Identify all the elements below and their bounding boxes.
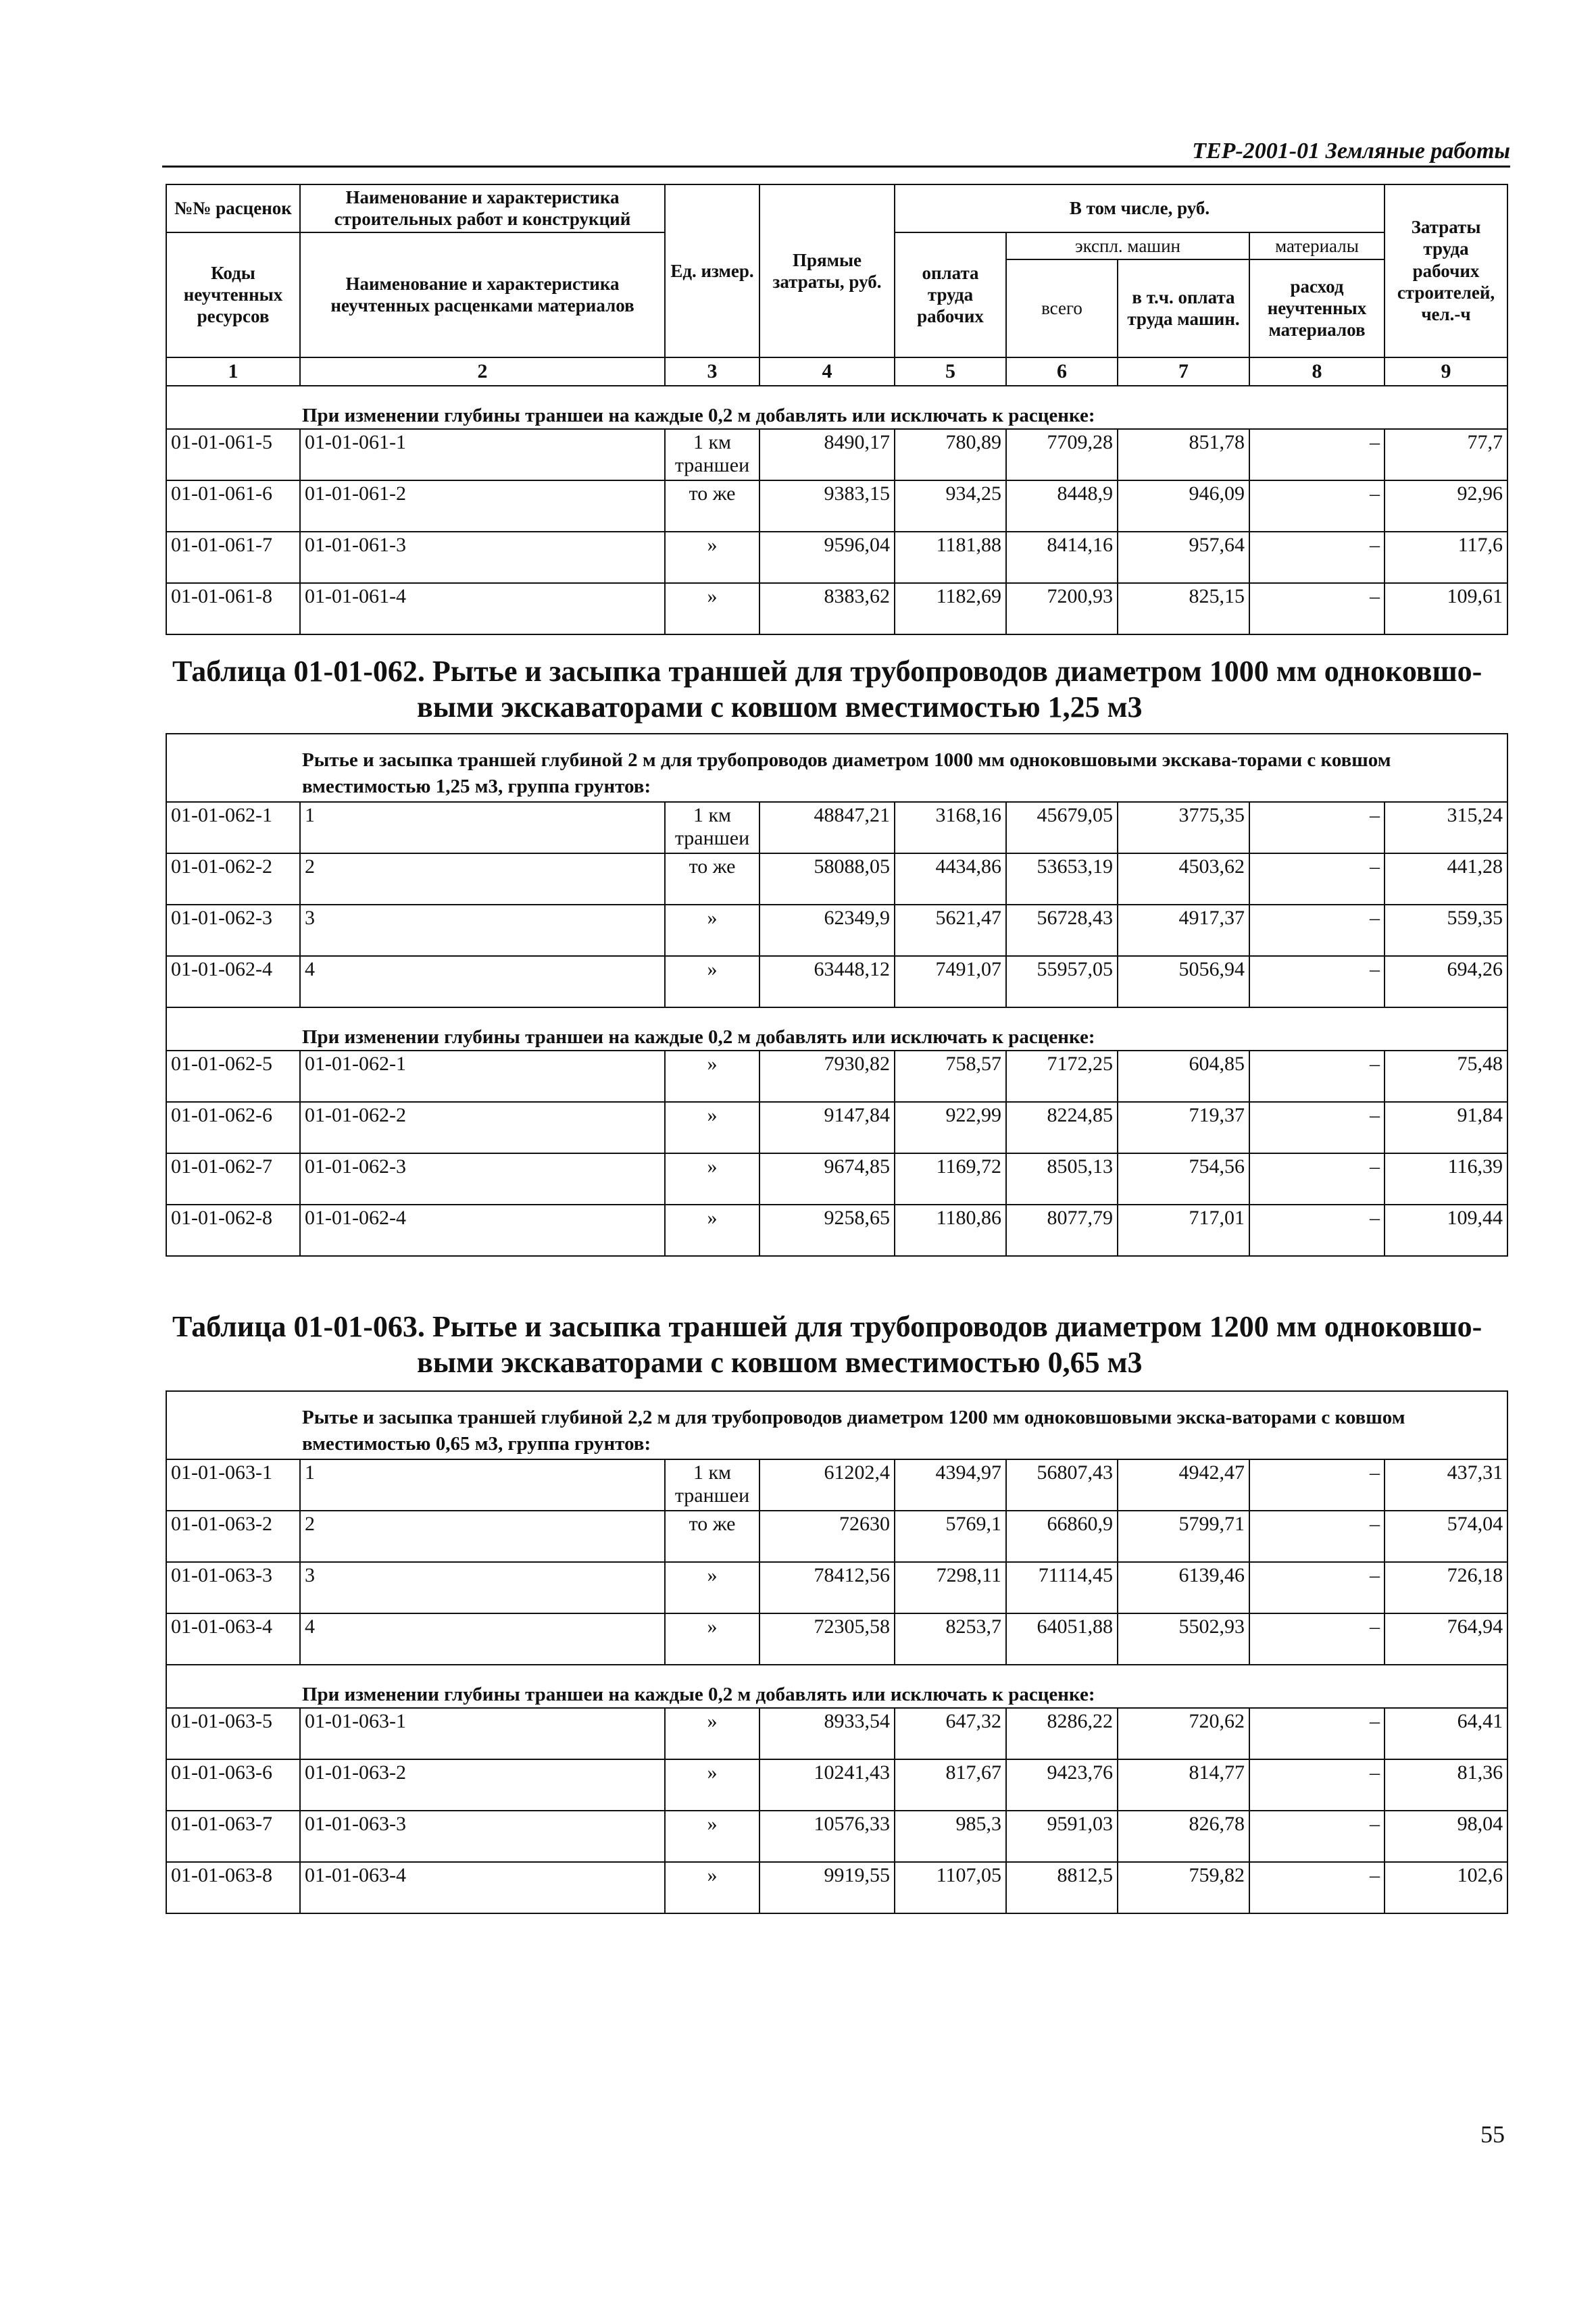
cell-mach: 56728,43 [1006, 905, 1118, 956]
cell-labor: 4394,97 [895, 1459, 1006, 1511]
cell-hours: 315,24 [1385, 802, 1507, 853]
table-063-title [172, 1309, 1510, 1381]
cell-name: 01-01-061-3 [300, 532, 665, 583]
cell-machlab: 851,78 [1118, 429, 1249, 480]
cell-name: 01-01-061-4 [300, 583, 665, 634]
cell-machlab: 5056,94 [1118, 956, 1249, 1007]
cell-name: 3 [300, 905, 665, 956]
cell-machlab: 719,37 [1118, 1102, 1249, 1153]
cell-machlab: 814,77 [1118, 1759, 1249, 1811]
cell-code: 01-01-063-8 [166, 1862, 300, 1913]
cell-unit: » [665, 905, 759, 956]
cell-direct: 8383,62 [759, 583, 895, 634]
cell-labor: 4434,86 [895, 853, 1006, 905]
table-062-section: Рытье и засыпка траншей глубиной 2 м для трубопроводов диаметром 1000 мм одноковшовыми экскава-торами с ковшом вместимостью 1,25 м3, группа грунтов: [166, 734, 1507, 802]
cell-code: 01-01-061-5 [166, 429, 300, 480]
table-062-title-line2: выми экскаваторами с ковшом вместимостью 1,25 м3 [417, 690, 1143, 724]
col-rates-header: №№ расценок [166, 184, 300, 232]
table-row [166, 532, 1507, 583]
cell-mach: 45679,05 [1006, 802, 1118, 853]
table-row [166, 956, 1507, 1007]
cell-mach: 55957,05 [1006, 956, 1118, 1007]
cell-mat: – [1249, 1205, 1385, 1256]
page-header [162, 139, 1510, 168]
cell-mat: – [1249, 905, 1385, 956]
cell-mat: – [1249, 1511, 1385, 1562]
cell-name: 1 [300, 1459, 665, 1511]
col-num-8: 8 [1249, 357, 1385, 386]
col-materials-header: материалы [1249, 232, 1385, 259]
cell-mat: – [1249, 532, 1385, 583]
table-062-title-line1: Таблица 01-01-062. Рытье и засыпка траншей для трубопроводов диаметром 1000 мм одноковшо- [172, 655, 1482, 688]
cell-unit: то же [665, 480, 759, 532]
cell-direct: 9258,65 [759, 1205, 895, 1256]
cell-code: 01-01-062-4 [166, 956, 300, 1007]
cell-unit: » [665, 1862, 759, 1913]
rates-table-063 [166, 1390, 1508, 1914]
cell-unit: то же [665, 853, 759, 905]
cell-unit: » [665, 1613, 759, 1665]
table-row [166, 1862, 1507, 1913]
cell-labor: 1181,88 [895, 532, 1006, 583]
cell-direct: 72305,58 [759, 1613, 895, 1665]
cell-mach: 56807,43 [1006, 1459, 1118, 1511]
cell-mach: 9591,03 [1006, 1811, 1118, 1862]
cell-machlab: 6139,46 [1118, 1562, 1249, 1613]
depth-note: При изменении глубины траншеи на каждые 0,2 м добавлять или исключать к расценке: [166, 1007, 1507, 1051]
cell-mach: 8505,13 [1006, 1153, 1118, 1205]
cell-code: 01-01-062-1 [166, 802, 300, 853]
cell-machlab: 3775,35 [1118, 802, 1249, 853]
col-direct-costs-header: Прямые затраты, руб. [759, 184, 895, 357]
cell-mat: – [1249, 1759, 1385, 1811]
cell-code: 01-01-063-7 [166, 1811, 300, 1862]
cell-unit: » [665, 1051, 759, 1102]
cell-machlab: 604,85 [1118, 1051, 1249, 1102]
cell-labor: 647,32 [895, 1708, 1006, 1759]
cell-mat: – [1249, 1459, 1385, 1511]
cell-direct: 9383,15 [759, 480, 895, 532]
col-total-header: всего [1006, 259, 1118, 357]
cell-hours: 559,35 [1385, 905, 1507, 956]
table-row [166, 1811, 1507, 1862]
cell-name: 01-01-062-4 [300, 1205, 665, 1256]
table-row [166, 802, 1507, 853]
col-machines-header: экспл. машин [1006, 232, 1249, 259]
cell-mat: – [1249, 1102, 1385, 1153]
cell-unit: » [665, 583, 759, 634]
cell-code: 01-01-063-6 [166, 1759, 300, 1811]
col-num-5: 5 [895, 357, 1006, 386]
cell-mat: – [1249, 802, 1385, 853]
cell-machlab: 720,62 [1118, 1708, 1249, 1759]
col-num-4: 4 [759, 357, 895, 386]
cell-hours: 437,31 [1385, 1459, 1507, 1511]
cell-machlab: 5799,71 [1118, 1511, 1249, 1562]
cell-code: 01-01-062-2 [166, 853, 300, 905]
col-resource-codes-header: Коды неучтенных ресурсов [166, 232, 300, 357]
cell-direct: 10576,33 [759, 1811, 895, 1862]
cell-hours: 694,26 [1385, 956, 1507, 1007]
cell-name: 01-01-063-4 [300, 1862, 665, 1913]
col-including-header: В том числе, руб. [895, 184, 1385, 232]
cell-mach: 8414,16 [1006, 532, 1118, 583]
table-row [166, 1205, 1507, 1256]
cell-unit: » [665, 1708, 759, 1759]
col-materials-name-header: Наименование и характеристика неучтенных расценками материалов [300, 232, 665, 357]
cell-name: 2 [300, 1511, 665, 1562]
table-row [166, 1613, 1507, 1665]
table-row [166, 1511, 1507, 1562]
cell-mach: 9423,76 [1006, 1759, 1118, 1811]
cell-mach: 8077,79 [1006, 1205, 1118, 1256]
cell-code: 01-01-063-1 [166, 1459, 300, 1511]
cell-labor: 7298,11 [895, 1562, 1006, 1613]
cell-labor: 1107,05 [895, 1862, 1006, 1913]
cell-code: 01-01-062-6 [166, 1102, 300, 1153]
cell-unit: » [665, 1153, 759, 1205]
cell-direct: 9596,04 [759, 532, 895, 583]
cell-name: 3 [300, 1562, 665, 1613]
depth-note: При изменении глубины траншеи на каждые 0,2 м добавлять или исключать к расценке: [166, 1665, 1507, 1708]
cell-hours: 117,6 [1385, 532, 1507, 583]
cell-mach: 8224,85 [1006, 1102, 1118, 1153]
cell-direct: 8933,54 [759, 1708, 895, 1759]
cell-mat: – [1249, 853, 1385, 905]
cell-code: 01-01-062-3 [166, 905, 300, 956]
cell-hours: 102,6 [1385, 1862, 1507, 1913]
cell-mat: – [1249, 1613, 1385, 1665]
cell-direct: 9147,84 [759, 1102, 895, 1153]
cell-code: 01-01-062-5 [166, 1051, 300, 1102]
table-row [166, 1562, 1507, 1613]
cell-name: 01-01-061-1 [300, 429, 665, 480]
cell-machlab: 4917,37 [1118, 905, 1249, 956]
table-row [166, 429, 1507, 480]
table-row [166, 480, 1507, 532]
cell-code: 01-01-061-6 [166, 480, 300, 532]
cell-hours: 64,41 [1385, 1708, 1507, 1759]
cell-mach: 66860,9 [1006, 1511, 1118, 1562]
cell-labor: 780,89 [895, 429, 1006, 480]
cell-mat: – [1249, 1051, 1385, 1102]
cell-name: 1 [300, 802, 665, 853]
cell-labor: 3168,16 [895, 802, 1006, 853]
depth-note: При изменении глубины траншеи на каждые 0,2 м добавлять или исключать к расценке: [166, 386, 1507, 429]
cell-mat: – [1249, 1708, 1385, 1759]
cell-hours: 75,48 [1385, 1051, 1507, 1102]
table-063-title-line1: Таблица 01-01-063. Рытье и засыпка траншей для трубопроводов диаметром 1200 мм одноковшо- [172, 1310, 1482, 1343]
cell-mach: 64051,88 [1006, 1613, 1118, 1665]
cell-unit: » [665, 956, 759, 1007]
cell-mat: – [1249, 480, 1385, 532]
cell-name: 2 [300, 853, 665, 905]
cell-name: 01-01-062-1 [300, 1051, 665, 1102]
cell-hours: 98,04 [1385, 1811, 1507, 1862]
cell-unit: » [665, 1562, 759, 1613]
cell-unit: 1 км траншеи [665, 429, 759, 480]
cell-machlab: 5502,93 [1118, 1613, 1249, 1665]
cell-labor: 985,3 [895, 1811, 1006, 1862]
cell-direct: 9919,55 [759, 1862, 895, 1913]
cell-unit: 1 км траншеи [665, 1459, 759, 1511]
table-row [166, 1051, 1507, 1102]
cell-hours: 441,28 [1385, 853, 1507, 905]
header-text: ТЕР-2001-01 Земляные работы [1192, 139, 1510, 164]
cell-labor: 1180,86 [895, 1205, 1006, 1256]
cell-labor: 922,99 [895, 1102, 1006, 1153]
cell-unit: » [665, 1759, 759, 1811]
cell-hours: 109,61 [1385, 583, 1507, 634]
cell-code: 01-01-062-7 [166, 1153, 300, 1205]
table-row [166, 1759, 1507, 1811]
cell-labor: 7491,07 [895, 956, 1006, 1007]
cell-code: 01-01-061-8 [166, 583, 300, 634]
cell-mach: 53653,19 [1006, 853, 1118, 905]
cell-labor: 758,57 [895, 1051, 1006, 1102]
cell-name: 01-01-061-2 [300, 480, 665, 532]
cell-code: 01-01-062-8 [166, 1205, 300, 1256]
table-063-section: Рытье и засыпка траншей глубиной 2,2 м для трубопроводов диаметром 1200 мм одноковшовыми экска-ваторами с ковшом вместимостью 0,65 м3, группа грунтов: [166, 1391, 1507, 1459]
cell-hours: 81,36 [1385, 1759, 1507, 1811]
cell-code: 01-01-063-3 [166, 1562, 300, 1613]
cell-machlab: 825,15 [1118, 583, 1249, 634]
table-row [166, 853, 1507, 905]
col-num-3: 3 [665, 357, 759, 386]
cell-machlab: 946,09 [1118, 480, 1249, 532]
cell-direct: 8490,17 [759, 429, 895, 480]
cell-code: 01-01-063-2 [166, 1511, 300, 1562]
cell-hours: 91,84 [1385, 1102, 1507, 1153]
col-unit-header: Ед. измер. [665, 184, 759, 357]
cell-labor: 8253,7 [895, 1613, 1006, 1665]
col-num-6: 6 [1006, 357, 1118, 386]
cell-unit: » [665, 1811, 759, 1862]
col-machinists-pay-header: в т.ч. оплата труда машин. [1118, 259, 1249, 357]
cell-hours: 726,18 [1385, 1562, 1507, 1613]
cell-machlab: 4503,62 [1118, 853, 1249, 905]
col-labor-cost-header: Затраты труда рабочих строителей, чел.-ч [1385, 184, 1507, 357]
col-labor-pay-header: оплата труда рабочих [895, 232, 1006, 357]
cell-direct: 78412,56 [759, 1562, 895, 1613]
table-row [166, 583, 1507, 634]
cell-mach: 7200,93 [1006, 583, 1118, 634]
cell-mat: – [1249, 956, 1385, 1007]
cell-machlab: 717,01 [1118, 1205, 1249, 1256]
col-num-2: 2 [300, 357, 665, 386]
cell-hours: 92,96 [1385, 480, 1507, 532]
cell-direct: 58088,05 [759, 853, 895, 905]
table-row [166, 905, 1507, 956]
cell-hours: 574,04 [1385, 1511, 1507, 1562]
cell-name: 4 [300, 1613, 665, 1665]
cell-unit: 1 км траншеи [665, 802, 759, 853]
cell-direct: 48847,21 [759, 802, 895, 853]
cell-code: 01-01-063-5 [166, 1708, 300, 1759]
cell-name: 01-01-062-2 [300, 1102, 665, 1153]
cell-mach: 7709,28 [1006, 429, 1118, 480]
rates-table-061 [166, 184, 1508, 635]
cell-unit: » [665, 1102, 759, 1153]
cell-mat: – [1249, 1862, 1385, 1913]
cell-name: 01-01-062-3 [300, 1153, 665, 1205]
col-num-7: 7 [1118, 357, 1249, 386]
cell-mat: – [1249, 429, 1385, 480]
cell-mach: 8448,9 [1006, 480, 1118, 532]
cell-machlab: 4942,47 [1118, 1459, 1249, 1511]
cell-name: 01-01-063-2 [300, 1759, 665, 1811]
cell-mach: 7172,25 [1006, 1051, 1118, 1102]
cell-direct: 63448,12 [759, 956, 895, 1007]
cell-unit: » [665, 532, 759, 583]
cell-direct: 72630 [759, 1511, 895, 1562]
cell-direct: 62349,9 [759, 905, 895, 956]
cell-direct: 7930,82 [759, 1051, 895, 1102]
cell-code: 01-01-061-7 [166, 532, 300, 583]
table-063-title-line2: выми экскаваторами с ковшом вместимостью 0,65 м3 [417, 1345, 1143, 1379]
cell-direct: 61202,4 [759, 1459, 895, 1511]
cell-mat: – [1249, 1153, 1385, 1205]
table-row [166, 1153, 1507, 1205]
cell-labor: 817,67 [895, 1759, 1006, 1811]
cell-direct: 9674,85 [759, 1153, 895, 1205]
cell-name: 01-01-063-3 [300, 1811, 665, 1862]
cell-unit: » [665, 1205, 759, 1256]
cell-name: 4 [300, 956, 665, 1007]
cell-mat: – [1249, 583, 1385, 634]
cell-hours: 109,44 [1385, 1205, 1507, 1256]
cell-name: 01-01-063-1 [300, 1708, 665, 1759]
table-row [166, 1708, 1507, 1759]
cell-code: 01-01-063-4 [166, 1613, 300, 1665]
table-062-title [172, 654, 1510, 726]
cell-machlab: 759,82 [1118, 1862, 1249, 1913]
cell-mat: – [1249, 1562, 1385, 1613]
cell-machlab: 826,78 [1118, 1811, 1249, 1862]
cell-mat: – [1249, 1811, 1385, 1862]
cell-machlab: 754,56 [1118, 1153, 1249, 1205]
col-work-name-header: Наименование и характеристика строительных работ и конструкций [300, 184, 665, 232]
cell-labor: 1182,69 [895, 583, 1006, 634]
col-num-9: 9 [1385, 357, 1507, 386]
cell-direct: 10241,43 [759, 1759, 895, 1811]
cell-hours: 77,7 [1385, 429, 1507, 480]
cell-machlab: 957,64 [1118, 532, 1249, 583]
table-row [166, 1102, 1507, 1153]
cell-hours: 116,39 [1385, 1153, 1507, 1205]
cell-labor: 5769,1 [895, 1511, 1006, 1562]
cell-labor: 1169,72 [895, 1153, 1006, 1205]
cell-labor: 934,25 [895, 480, 1006, 532]
cell-unit: то же [665, 1511, 759, 1562]
table-row [166, 1459, 1507, 1511]
cell-mach: 8286,22 [1006, 1708, 1118, 1759]
cell-mach: 71114,45 [1006, 1562, 1118, 1613]
col-material-use-header: расход неучтенных материалов [1249, 259, 1385, 357]
cell-hours: 764,94 [1385, 1613, 1507, 1665]
col-num-1: 1 [166, 357, 300, 386]
cell-mach: 8812,5 [1006, 1862, 1118, 1913]
page-number: 55 [1480, 2121, 1505, 2148]
rates-table-062 [166, 733, 1508, 1257]
cell-labor: 5621,47 [895, 905, 1006, 956]
